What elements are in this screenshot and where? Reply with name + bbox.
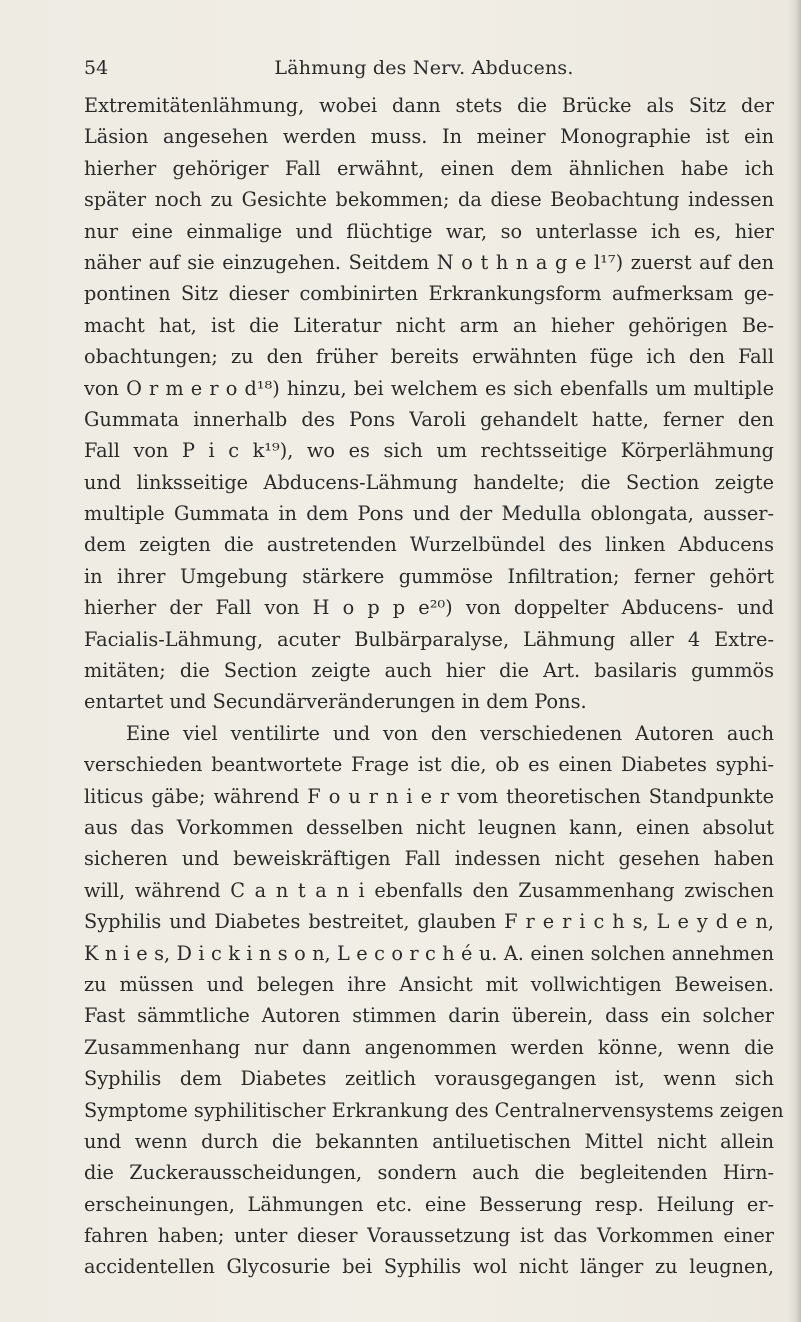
text-line: obachtungen; zu den früher bereits erwähnten füge ich den Fall (84, 345, 774, 369)
text-line: Fall von P i c k¹⁹), wo es sich um rechtsseitige Körperlähmung (84, 439, 774, 463)
page-header (84, 52, 764, 84)
page-number: 54 (84, 57, 109, 79)
text-line: nur eine einmalige und flüchtige war, so unterlasse ich es, hier (84, 219, 774, 243)
text-line: Gummata innerhalb des Pons Varoli gehandelt hatte, ferner den (84, 407, 774, 431)
text-line: Symptome syphilitischer Erkrankung des Centralnervensystems zeigen (84, 1098, 784, 1122)
text-line: liticus gäbe; während F o u r n i e r vom theoretischen Standpunkte (84, 784, 774, 808)
text-line: aus das Vorkommen desselben nicht leugnen kann, einen absolut (84, 815, 774, 839)
text-line: später noch zu Gesichte bekommen; da diese Beobachtung indessen (84, 188, 774, 212)
text-line: Fast sämmtliche Autoren stimmen darin überein, dass ein solcher (84, 1004, 774, 1028)
text-line: näher auf sie einzugehen. Seitdem N o t h n a g e l¹⁷) zuerst auf den (84, 250, 774, 274)
text-line: macht hat, ist die Literatur nicht arm an hieher gehörigen Be- (84, 313, 774, 337)
text-line: zu müssen und belegen ihre Ansicht mit vollwichtigen Beweisen. (84, 972, 774, 996)
text-line: entartet und Secundärveränderungen in dem Pons. (84, 690, 587, 714)
text-line: Eine viel ventilirte und von den verschiedenen Autoren auch (126, 721, 774, 745)
text-line: in ihrer Umgebung stärkere gummöse Infiltration; ferner gehört (84, 564, 774, 588)
text-line: Syphilis dem Diabetes zeitlich vorausgegangen ist, wenn sich (84, 1067, 774, 1091)
text-line: hierher der Fall von H o p p e²⁰) von doppelter Abducens- und (84, 596, 774, 620)
text-line: erscheinungen, Lähmungen etc. eine Besserung resp. Heilung er- (84, 1192, 774, 1216)
text-line: accidentellen Glycosurie bei Syphilis wol nicht länger zu leugnen, (84, 1255, 774, 1279)
text-line: Syphilis und Diabetes bestreitet, glauben F r e r i c h s, L e y d e n, (84, 910, 774, 934)
text-line: fahren haben; unter dieser Voraussetzung ist das Vorkommen einer (84, 1224, 774, 1248)
text-line: und wenn durch die bekannten antiluetischen Mittel nicht allein (84, 1129, 774, 1153)
text-line: Zusammenhang nur dann angenommen werden könne, wenn die (84, 1035, 774, 1059)
text-line: Facialis-Lähmung, acuter Bulbärparalyse, Lähmung aller 4 Extre- (84, 627, 774, 651)
text-line: verschieden beantwortete Frage ist die, ob es einen Diabetes syphi- (84, 753, 774, 777)
text-line: die Zuckerausscheidungen, sondern auch die begleitenden Hirn- (84, 1161, 774, 1185)
body-text (84, 90, 784, 1283)
text-line: Läsion angesehen werden muss. In meiner Monographie ist ein (84, 125, 774, 149)
running-head: Lähmung des Nerv. Abducens. (274, 57, 574, 79)
text-line: mitäten; die Section zeigte auch hier die Art. basilaris gummös (84, 659, 774, 683)
text-line: will, während C a n t a n i ebenfalls den Zusammenhang zwischen (84, 878, 774, 902)
text-line: sicheren und beweiskräftigen Fall indessen nicht gesehen haben (84, 847, 774, 871)
text-line: hierher gehöriger Fall erwähnt, einen dem ähnlichen habe ich (84, 156, 774, 180)
text-line: pontinen Sitz dieser combinirten Erkrankungsform aufmerksam ge- (84, 282, 774, 306)
text-line: Extremitätenlähmung, wobei dann stets die Brücke als Sitz der (84, 94, 774, 117)
text-line: multiple Gummata in dem Pons und der Medulla oblongata, ausser- (84, 502, 774, 526)
text-line: K n i e s, D i c k i n s o n, L e c o r c h é u. A. einen solchen annehmen (84, 941, 774, 965)
page-edge-shadow (787, 0, 801, 1322)
text-line: dem zeigten die austretenden Wurzelbündel des linken Abducens (84, 533, 774, 557)
text-line: und linksseitige Abducens-Lähmung handelte; die Section zeigte (84, 470, 774, 494)
text-line: von O r m e r o d¹⁸) hinzu, bei welchem es sich ebenfalls um multiple (84, 376, 774, 400)
